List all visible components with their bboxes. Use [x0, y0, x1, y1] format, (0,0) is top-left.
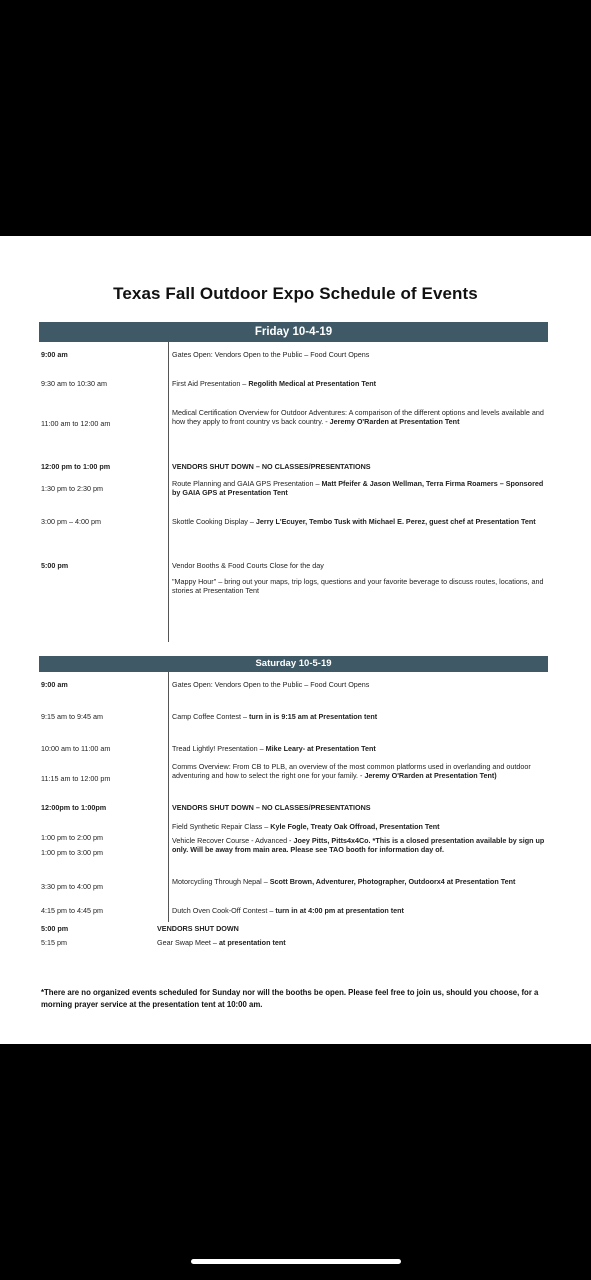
friday-event-3: Medical Certification Overview for Outdoor Adventures: A comparison of the different options and levels available and how they apply to front country vs back country. - Jeremy O'Rarden at Presentation Tent: [172, 408, 544, 427]
friday-event-5: Route Planning and GAIA GPS Presentation – Matt Pfeifer & Jason Wellman, Terra Firma Roamers – Sponsored by GAIA GPS at Presentation Tent: [172, 479, 544, 498]
friday-time-5: 1:30 pm to 2:30 pm: [41, 484, 103, 493]
saturday-event-10: VENDORS SHUT DOWN: [157, 924, 239, 933]
saturday-time-9: 4:15 pm to 4:45 pm: [41, 906, 103, 915]
home-indicator[interactable]: [191, 1259, 401, 1264]
saturday-event-11: Gear Swap Meet – at presentation tent: [157, 938, 286, 947]
friday-event-4: VENDORS SHUT DOWN – NO CLASSES/PRESENTATIONS: [172, 462, 371, 471]
saturday-event-5: VENDORS SHUT DOWN – NO CLASSES/PRESENTATIONS: [172, 803, 371, 812]
saturday-event-2: Camp Coffee Contest – turn in is 9:15 am at Presentation tent: [172, 712, 378, 721]
saturday-event-1: Gates Open: Vendors Open to the Public – Food Court Opens: [172, 680, 370, 689]
saturday-header: Saturday 10-5-19: [39, 656, 548, 672]
saturday-time-2: 9:15 am to 9:45 am: [41, 712, 103, 721]
saturday-event-6: Field Synthetic Repair Class – Kyle Fogle, Treaty Oak Offroad, Presentation Tent: [172, 822, 440, 831]
saturday-time-10: 5:00 pm: [41, 924, 69, 933]
saturday-time-5: 12:00pm to 1:00pm: [41, 803, 107, 812]
saturday-time-4: 11:15 am to 12:00 pm: [41, 774, 111, 783]
friday-time-3: 11:00 am to 12:00 am: [41, 419, 111, 428]
friday-time-4: 12:00 pm to 1:00 pm: [41, 462, 111, 471]
friday-header: Friday 10-4-19: [39, 322, 548, 342]
saturday-time-1: 9:00 am: [41, 680, 68, 689]
friday-event-6: Skottle Cooking Display – Jerry L'Ecuyer, Tembo Tusk with Michael E. Perez, guest chef at Presentation Tent: [172, 517, 536, 526]
saturday-divider: [168, 672, 169, 922]
saturday-time-3: 10:00 am to 11:00 am: [41, 744, 111, 753]
friday-time-2: 9:30 am to 10:30 am: [41, 379, 107, 388]
saturday-time-8: 3:30 pm to 4:00 pm: [41, 882, 103, 891]
friday-time-1: 9:00 am: [41, 350, 68, 359]
saturday-event-8: Motorcycling Through Nepal – Scott Brown, Adventurer, Photographer, Outdoorx4 at Presentation Tent: [172, 877, 516, 886]
saturday-event-3: Tread Lightly! Presentation – Mike Leary- at Presentation Tent: [172, 744, 376, 753]
friday-time-6: 3:00 pm – 4:00 pm: [41, 517, 101, 526]
sunday-footnote: *There are no organized events scheduled for Sunday nor will the booths be open. Please feel free to join us, should you choose, for a morning prayer service at the presentation tent at 10:00 am.: [41, 988, 539, 1009]
friday-event-1: Gates Open: Vendors Open to the Public – Food Court Opens: [172, 350, 370, 359]
schedule-document: [0, 236, 591, 1044]
saturday-event-4: Comms Overview: From CB to PLB, an overview of the most common platforms used in overlanding and outdoor adventuring and how to select the right one for your family. - Jeremy O'Rarden at Presentation Tent): [172, 762, 531, 781]
friday-time-7: 5:00 pm: [41, 561, 69, 570]
friday-event-8: "Mappy Hour" – bring out your maps, trip logs, questions and your favorite beverage to discuss routes, locations, and stories at Presentation Tent: [172, 577, 544, 596]
page-title: Texas Fall Outdoor Expo Schedule of Events: [113, 284, 478, 303]
saturday-time-11: 5:15 pm: [41, 938, 67, 947]
saturday-time-6: 1:00 pm to 2:00 pm: [41, 833, 103, 842]
saturday-event-7: Vehicle Recover Course - Advanced - Joey Pitts, Pitts4x4Co. *This is a closed presentation available by sign up only. Will be away from main area. Please see TAO booth for information day of.: [172, 836, 545, 855]
friday-divider: [168, 342, 169, 642]
friday-event-2: First Aid Presentation – Regolith Medical at Presentation Tent: [172, 379, 376, 388]
saturday-time-7: 1:00 pm to 3:00 pm: [41, 848, 103, 857]
saturday-event-9: Dutch Oven Cook-Off Contest – turn in at 4:00 pm at presentation tent: [172, 906, 404, 915]
friday-event-7: Vendor Booths & Food Courts Close for the day: [172, 561, 324, 570]
